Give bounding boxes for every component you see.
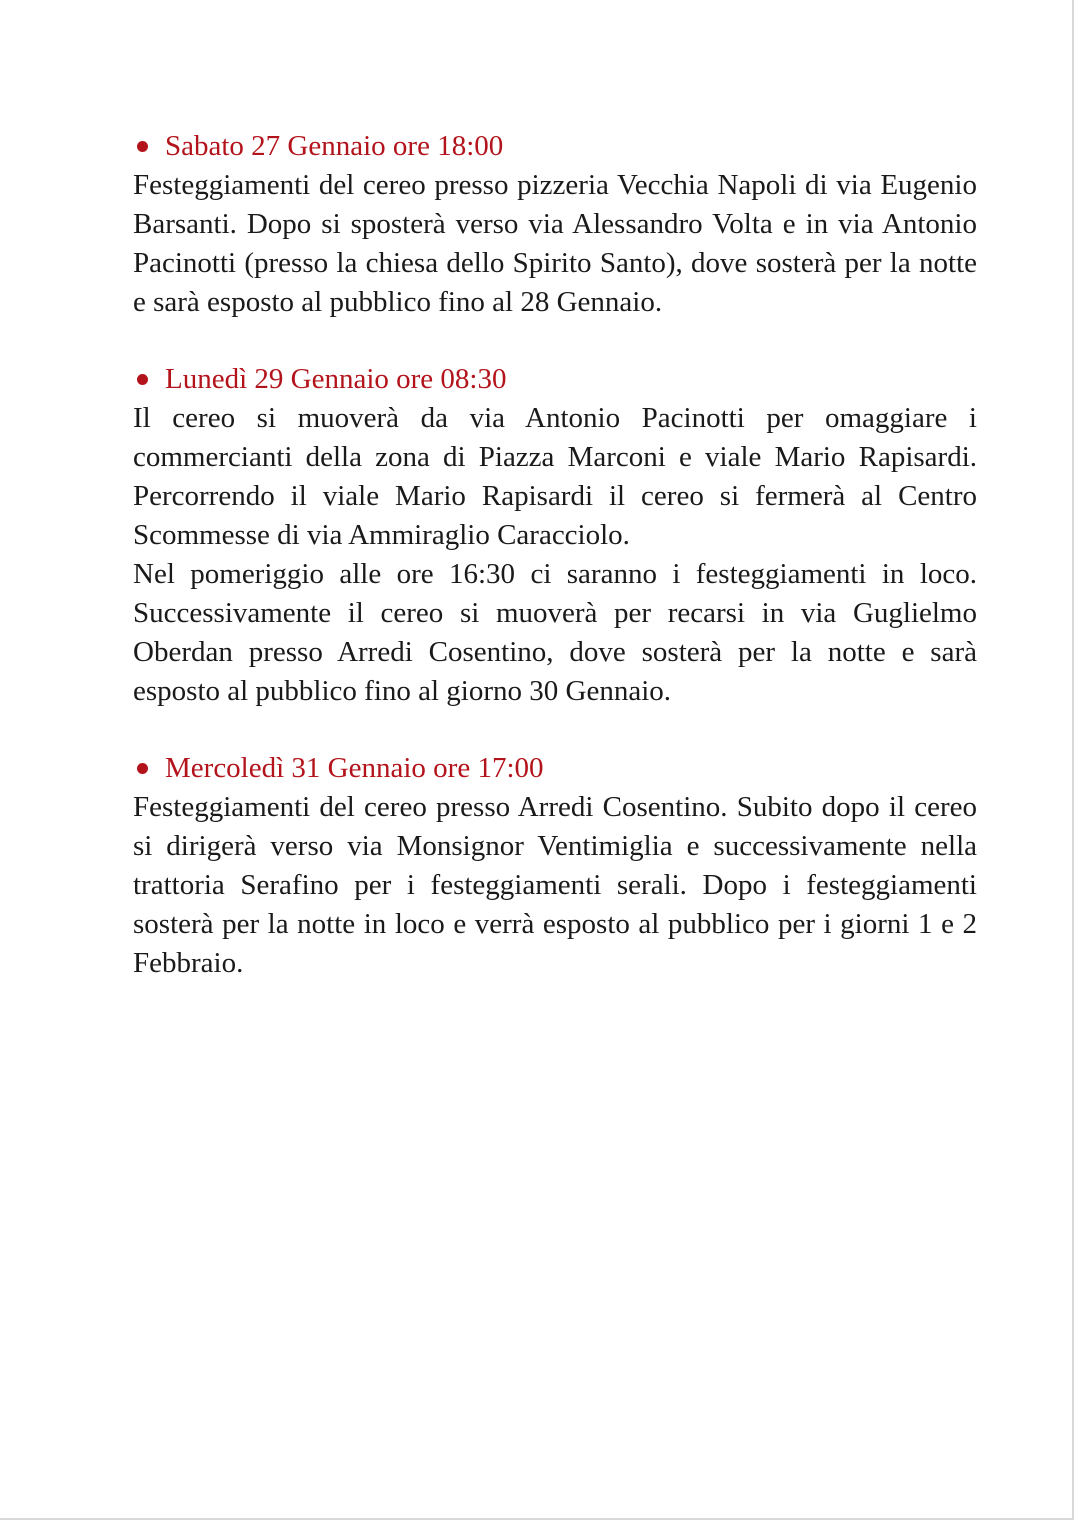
event-2 — [133, 360, 977, 711]
event-header — [133, 749, 977, 788]
event-description: Nel pomeriggio alle ore 16:30 ci saranno i festeggiamenti in loco. Successivamente il cereo si muoverà per recarsi in via Guglielmo Oberdan presso Arredi Cosentino, dove sosterà per la notte e sarà esposto al pubblico fino al giorno 30 Gennaio. — [133, 558, 977, 707]
event-header — [133, 127, 977, 166]
event-description: Festeggiamenti del cereo presso pizzeria Vecchia Napoli di via Eugenio Barsanti. Dopo si sposterà verso via Alessandro Volta e in via Antonio Pacinotti (presso la chiesa dello Spirito Santo), dove sosterà per la notte e sarà esposto al pubblico fino al 28 Gennaio. — [133, 169, 977, 318]
bullet-icon — [137, 763, 148, 774]
bullet-icon — [137, 374, 148, 385]
event-1 — [133, 127, 977, 322]
event-title: Lunedì 29 Gennaio ore 08:30 — [165, 363, 507, 395]
event-description: Festeggiamenti del cereo presso Arredi Cosentino. Subito dopo il cereo si dirigerà verso via Monsignor Ventimiglia e successivamente nella trattoria Serafino per i festeggiamenti serali. Dopo i festeggiamenti sosterà per la notte in loco e verrà esposto al pubblico per i giorni 1 e 2 Febbraio. — [133, 791, 977, 979]
event-description: Il cereo si muoverà da via Antonio Pacinotti per omaggiare i commercianti della zona di Piazza Marconi e viale Mario Rapisardi. Percorrendo il viale Mario Rapisardi il cereo si fermerà al Centro Scommesse di via Ammiraglio Caracciolo. — [133, 402, 977, 551]
bullet-icon — [137, 141, 148, 152]
event-title: Mercoledì 31 Gennaio ore 17:00 — [165, 752, 544, 784]
event-3 — [133, 749, 977, 983]
event-header — [133, 360, 977, 399]
event-title: Sabato 27 Gennaio ore 18:00 — [165, 130, 504, 162]
document-content — [133, 127, 977, 983]
